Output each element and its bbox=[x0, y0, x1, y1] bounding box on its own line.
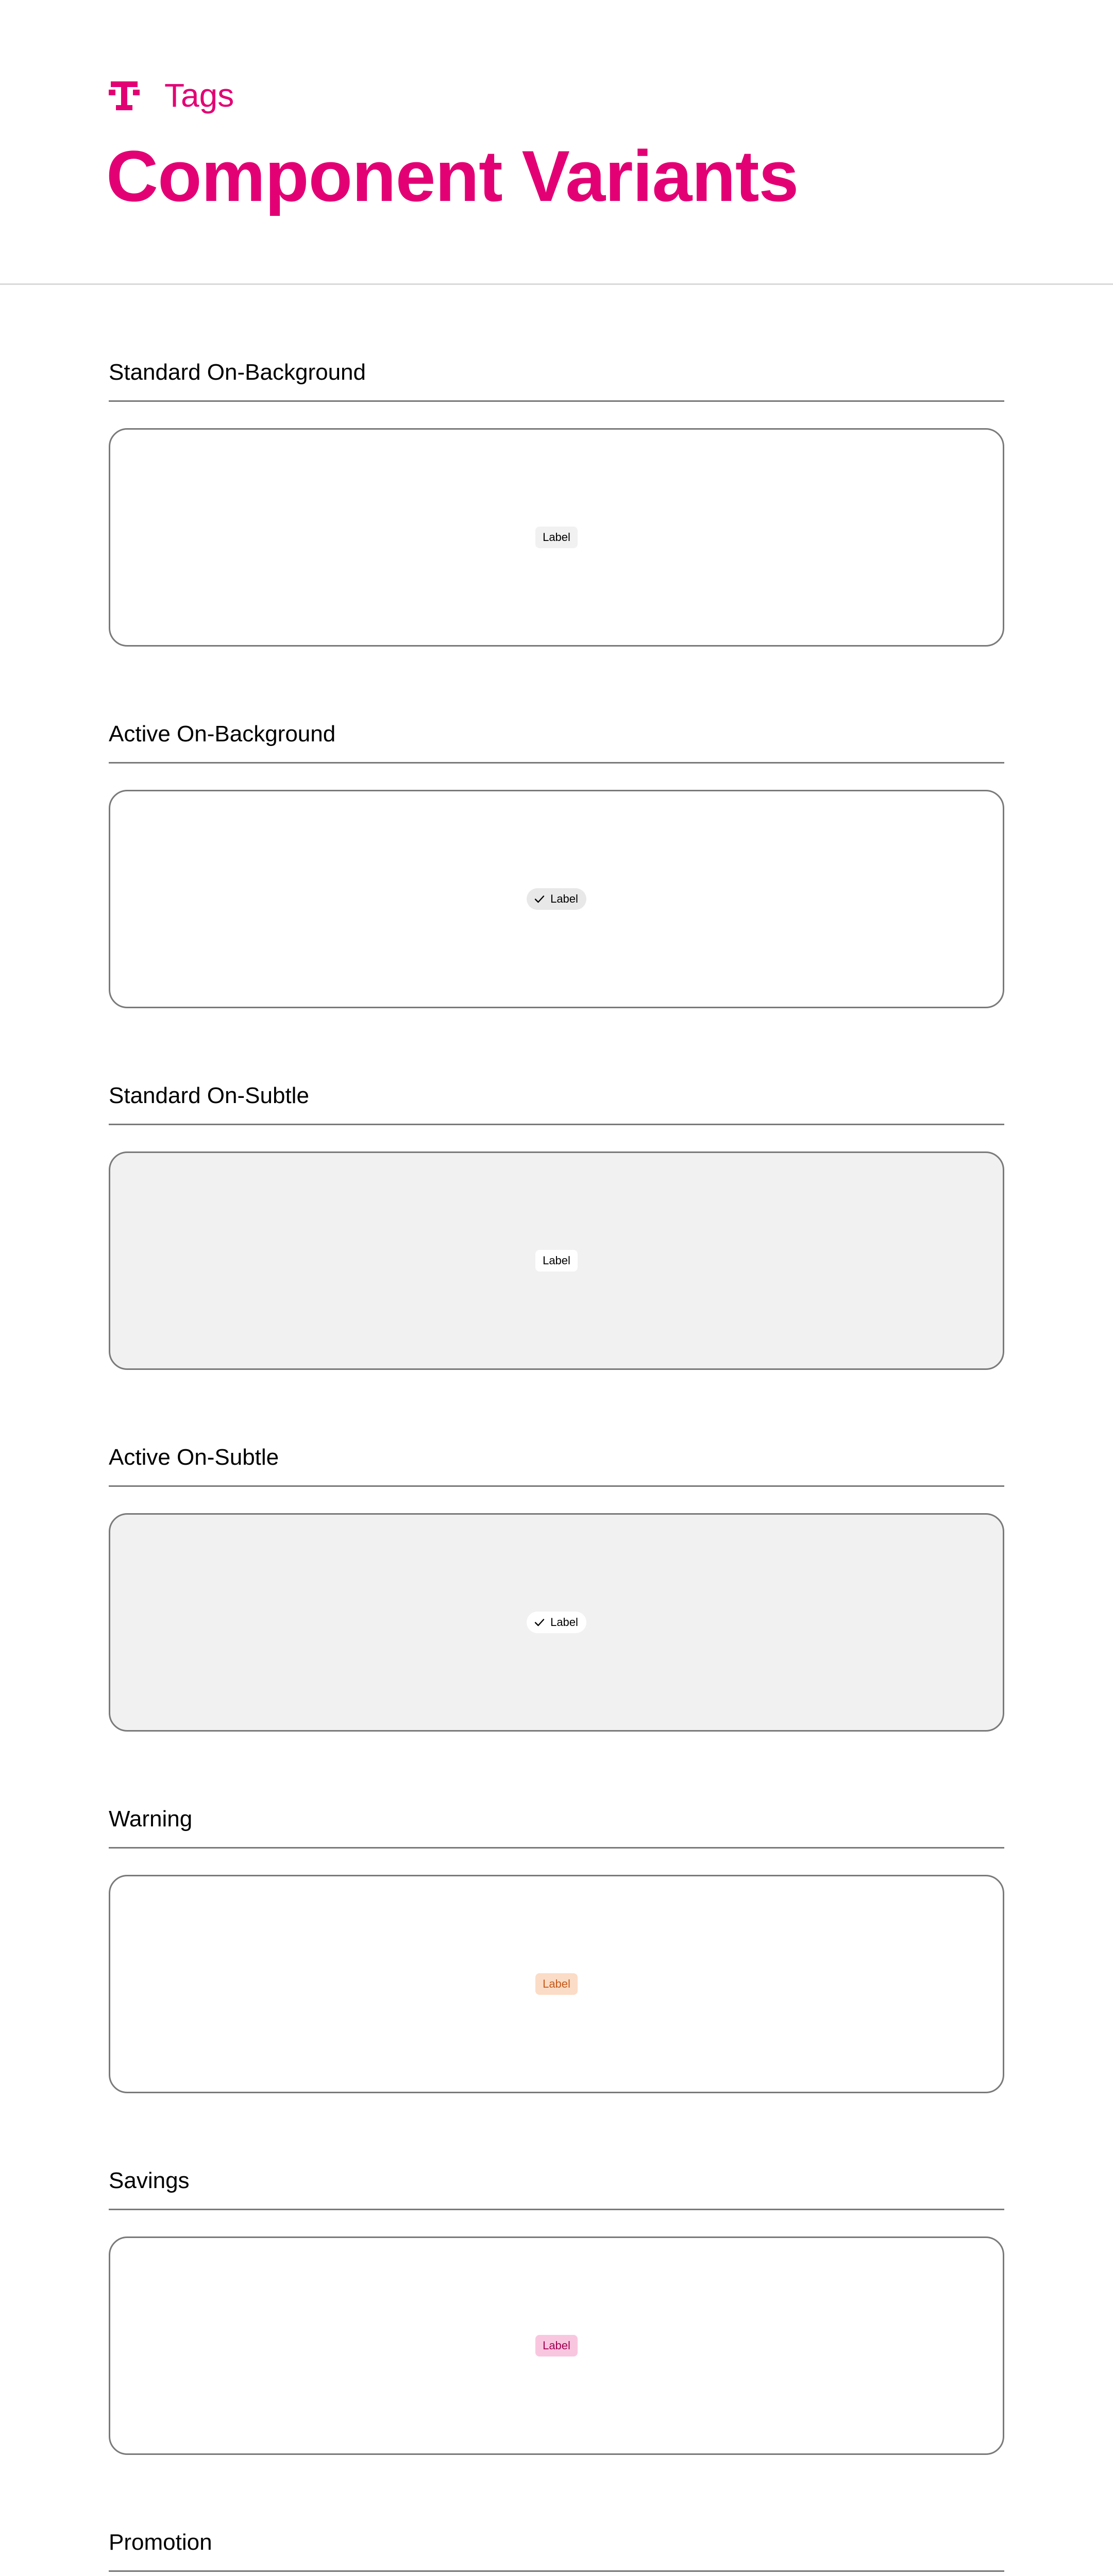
tag-active[interactable] bbox=[527, 1612, 586, 1633]
variant-section-warning bbox=[109, 1732, 1004, 2093]
tag-label: Label bbox=[550, 1616, 578, 1629]
tag-label: Label bbox=[543, 1977, 570, 1990]
variants-list bbox=[109, 285, 1004, 2576]
variant-section-active-on-subtle bbox=[109, 1370, 1004, 1732]
tag-label: Label bbox=[543, 1254, 570, 1267]
section-divider bbox=[109, 762, 1004, 764]
variant-section-promotion bbox=[109, 2455, 1004, 2576]
section-title: Active On-Subtle bbox=[109, 1445, 279, 1470]
variant-section-active-on-background bbox=[109, 647, 1004, 1008]
section-divider bbox=[109, 400, 1004, 402]
section-divider bbox=[109, 2209, 1004, 2210]
variant-section-savings bbox=[109, 2093, 1004, 2455]
tag-active[interactable] bbox=[527, 888, 586, 910]
check-icon bbox=[534, 1617, 545, 1628]
section-title: Warning bbox=[109, 1806, 193, 1832]
preview-panel bbox=[109, 428, 1004, 647]
section-divider bbox=[109, 1847, 1004, 1849]
page-header bbox=[0, 0, 1113, 285]
preview-panel bbox=[109, 1513, 1004, 1732]
preview-panel bbox=[109, 1875, 1004, 2093]
variant-section-standard-on-subtle bbox=[109, 1008, 1004, 1370]
tag-standard[interactable] bbox=[535, 527, 578, 548]
section-title: Standard On-Background bbox=[109, 360, 366, 385]
tag-warning[interactable] bbox=[535, 1973, 578, 1995]
check-icon bbox=[534, 893, 545, 905]
tag-label: Label bbox=[550, 892, 578, 905]
preview-panel bbox=[109, 1151, 1004, 1370]
preview-panel bbox=[109, 790, 1004, 1008]
tag-standard[interactable] bbox=[535, 1250, 578, 1272]
t-logo-icon bbox=[109, 77, 140, 113]
brand-name: Tags bbox=[164, 77, 234, 114]
section-title: Active On-Background bbox=[109, 721, 336, 747]
section-divider bbox=[109, 1124, 1004, 1125]
tag-label: Label bbox=[543, 2339, 570, 2352]
tag-label: Label bbox=[543, 531, 570, 544]
variant-section-standard-on-background bbox=[109, 285, 1004, 647]
section-title: Promotion bbox=[109, 2530, 212, 2555]
preview-panel bbox=[109, 2236, 1004, 2455]
page-title: Component Variants bbox=[106, 135, 799, 216]
tag-savings[interactable] bbox=[535, 2335, 578, 2357]
section-title: Savings bbox=[109, 2168, 190, 2193]
section-title: Standard On-Subtle bbox=[109, 1083, 309, 1108]
section-divider bbox=[109, 1485, 1004, 1487]
section-divider bbox=[109, 2570, 1004, 2572]
brand-row bbox=[109, 77, 234, 113]
